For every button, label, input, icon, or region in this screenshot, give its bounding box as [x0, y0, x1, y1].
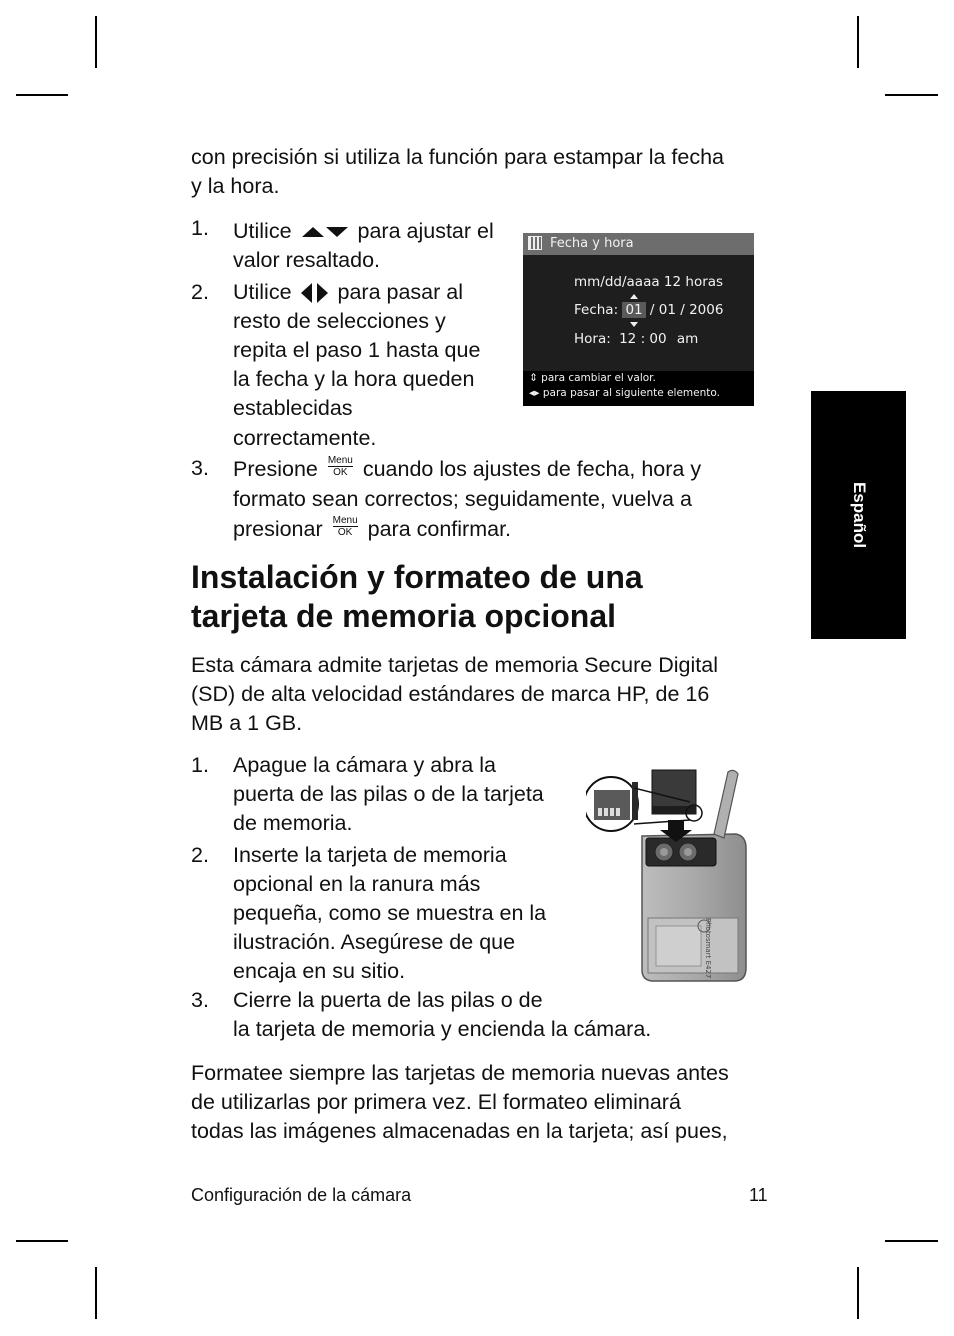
date-label: Fecha:: [574, 302, 619, 318]
step-text: opcional en la ranura más: [233, 872, 481, 896]
step-number: 2.: [191, 280, 209, 304]
step-text-part: cuando los ajustes de fecha, hora y: [362, 457, 702, 481]
footer-section: Configuración de la cámara: [191, 1185, 412, 1205]
step-text: [233, 278, 463, 307]
step-text: Inserte la tarjeta de memoria: [233, 843, 507, 867]
crop-mark: [857, 1267, 859, 1319]
down-arrow-icon: [630, 322, 638, 327]
hint-text: para pasar al siguiente elemento.: [542, 387, 720, 399]
camera-model-label: Photosmart E427: [704, 918, 712, 979]
step-number: 2.: [191, 843, 209, 867]
step-text: formato sean correctos; seguidamente, vuelva a: [233, 487, 692, 511]
intro-line: con precisión si utiliza la función para estampar la fecha: [191, 145, 725, 169]
step-number: 1.: [191, 216, 209, 240]
step-text: pequeña, como se muestra en la: [233, 901, 547, 925]
step-text: puerta de las pilas o de la tarjeta: [233, 782, 544, 806]
left-right-arrows-icon: [300, 282, 330, 304]
up-down-arrows-icon: [300, 224, 350, 240]
calendar-icon: [528, 236, 542, 250]
step-text: correctamente.: [233, 426, 377, 450]
step-text-part: Utilice: [233, 219, 292, 243]
step-number: 3.: [191, 988, 209, 1012]
date-time-screen: [523, 233, 754, 406]
language-tab: [811, 391, 906, 639]
paragraph-line: (SD) de alta velocidad estándares de marca HP, de 16: [191, 682, 710, 706]
step-text: resto de selecciones y: [233, 309, 446, 333]
crop-mark: [16, 94, 68, 96]
paragraph-line: Esta cámara admite tarjetas de memoria Secure Digital: [191, 653, 718, 677]
section-heading: Instalación y formateo de una: [191, 559, 643, 595]
step-text: [233, 515, 511, 544]
date-line: [574, 302, 723, 318]
date-rest: / 01 / 2006: [649, 302, 724, 318]
step-text: de memoria.: [233, 811, 353, 835]
paragraph-line: de utilizarlas por primera vez. El formateo eliminará: [191, 1090, 681, 1114]
step-text: valor resaltado.: [233, 248, 380, 272]
time-ampm: am: [676, 331, 699, 347]
step-text: Cierre la puerta de las pilas o de: [233, 988, 543, 1012]
crop-mark: [95, 16, 97, 68]
step-number: 1.: [191, 753, 209, 777]
crop-mark: [857, 16, 859, 68]
crop-mark: [16, 1240, 68, 1242]
step-text-part: para confirmar.: [367, 517, 512, 541]
step-text-part: presionar: [233, 517, 323, 541]
paragraph-line: MB a 1 GB.: [191, 711, 303, 735]
crop-mark: [885, 1240, 938, 1242]
time-value: 12 : 00: [619, 331, 667, 347]
up-down-small-icon: ⇕: [529, 372, 538, 384]
paragraph-line: Formatee siempre las tarjetas de memoria nuevas antes: [191, 1061, 729, 1085]
language-tab-label: Español: [849, 481, 869, 549]
date-day-selected: 01: [622, 302, 645, 318]
screen-title: Fecha y hora: [550, 236, 634, 251]
step-text-part: para ajustar el: [357, 219, 494, 243]
date-format: mm/dd/aaaa 12 horas: [574, 274, 724, 290]
step-text: [233, 217, 494, 246]
step-text-part: Utilice: [233, 280, 292, 304]
screen-hints: [523, 371, 754, 406]
left-right-small-icon: ◂▸: [529, 387, 540, 399]
crop-mark: [885, 94, 938, 96]
menu-ok-icon: Menu OK: [327, 455, 353, 479]
step-text-part: para pasar al: [337, 280, 464, 304]
paragraph-line: todas las imágenes almacenadas en la tarjeta; así pues,: [191, 1119, 728, 1143]
menu-ok-icon: Menu OK: [332, 515, 358, 539]
intro-line: y la hora.: [191, 174, 280, 198]
hint-row: [523, 371, 754, 386]
step-text: la fecha y la hora queden: [233, 367, 475, 391]
crop-mark: [95, 1267, 97, 1319]
step-text: la tarjeta de memoria y encienda la cámara.: [233, 1017, 652, 1041]
time-label: Hora:: [574, 331, 611, 347]
step-text: Apague la cámara y abra la: [233, 753, 496, 777]
hint-row: [523, 386, 754, 401]
step-text: [233, 455, 701, 484]
step-text: establecidas: [233, 396, 353, 420]
step-text: ilustración. Asegúrese de que: [233, 930, 516, 954]
step-text: encaja en su sitio.: [233, 959, 406, 983]
time-line: [574, 331, 698, 347]
step-text-part: Presione: [233, 457, 318, 481]
page-number: 11: [749, 1185, 768, 1205]
step-text: repita el paso 1 hasta que: [233, 338, 481, 362]
step-number: 3.: [191, 456, 209, 480]
camera-illustration: [586, 768, 756, 984]
hint-text: para cambiar el valor.: [541, 372, 656, 384]
screen-title-bar: [523, 233, 754, 255]
up-arrow-icon: [630, 294, 638, 299]
section-heading: tarjeta de memoria opcional: [191, 598, 617, 634]
